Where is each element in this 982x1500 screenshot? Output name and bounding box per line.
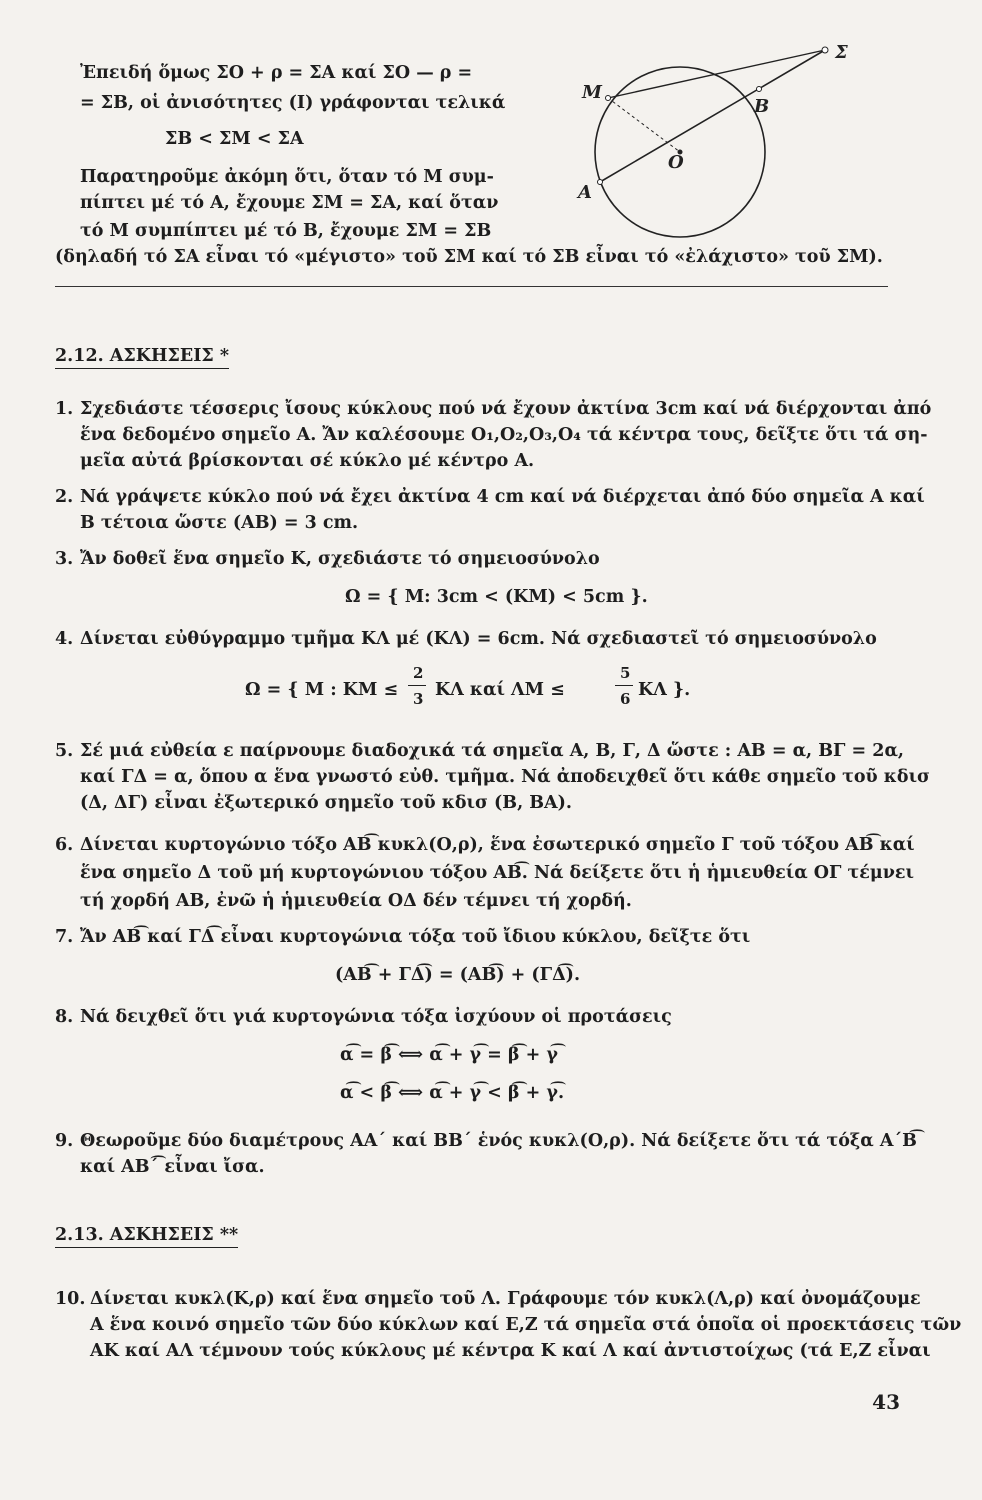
exercise-6-number: 6.: [55, 835, 74, 855]
radius-om: [608, 98, 680, 152]
fraction-6-denominator: 6: [620, 690, 631, 708]
section-title-2-12: 2.12. ΑΣΚΗΣΕΙΣ *: [55, 345, 229, 369]
formula-part-b: ΚΛ καί ΛΜ ≤: [435, 680, 565, 700]
exercise-6-line-3: τή χορδή ΑΒ, ἐνῶ ἡ ἡμιευθεία ΟΔ δέν τέμνει τή χορδή.: [80, 891, 632, 911]
point-a: [598, 180, 603, 185]
exercise-9-line-1: Θεωροῦμε δύο διαμέτρους ΑΑ΄ καί ΒΒ΄ ἑνός κυκλ(Ο,ρ). Νά δείξετε ὅτι τά τόξα Α΄Β͡: [80, 1131, 917, 1151]
exercise-10-line-1: Δίνεται κυκλ(Κ,ρ) καί ἕνα σημεῖο τοῦ Λ. Γράφουμε τόν κυκλ(Λ,ρ) καί ὀνομάζουμε: [90, 1289, 921, 1309]
exercise-8-formula-2: α͡ < β͡ ⟺ α͡ + γ͡ < β͡ + γ͡.: [340, 1083, 565, 1103]
formula-part-c: ΚΛ }.: [638, 680, 691, 700]
exercise-7-formula: (ΑΒ͡ + ΓΔ͡) = (ΑΒ͡) + (ΓΔ͡).: [335, 965, 581, 985]
exercise-2-number: 2.: [55, 487, 74, 507]
exercise-4-number: 4.: [55, 629, 74, 649]
fraction-5-numerator: 5: [620, 664, 631, 682]
fraction-bar-2: [615, 685, 633, 686]
exercise-9-line-2: καί ΑΒ΄͡ εἶναι ἴσα.: [80, 1157, 265, 1177]
exercise-9-number: 9.: [55, 1131, 74, 1151]
exercise-2-line-2: Β τέτοια ὥστε (ΑΒ) = 3 cm.: [80, 513, 359, 533]
exercise-2-line-1: Νά γράψετε κύκλο πού νά ἔχει ἀκτίνα 4 cm καί νά διέρχεται ἀπό δύο σημεῖα Α καί: [80, 487, 925, 507]
exercise-5-line-1: Σέ μιά εὐθεία ε παίρνουμε διαδοχικά τά σημεῖα Α, Β, Γ, Δ ὥστε : ΑΒ = α, ΒΓ = 2α,: [80, 741, 905, 761]
intro-line-6: τό Μ συμπίπτει μέ τό Β, ἔχουμε ΣΜ = ΣΒ: [80, 221, 492, 241]
exercise-3-number: 3.: [55, 549, 74, 569]
formula-part-a: Ω = { Μ : ΚΜ ≤: [245, 680, 399, 700]
exercise-3-line-1: Ἄν δοθεῖ ἕνα σημεῖο Κ, σχεδιάστε τό σημειοσύνολο: [80, 549, 600, 569]
exercise-6-line-1: Δίνεται κυρτογώνιο τόξο ΑΒ͡ κυκλ(Ο,ρ), ἕνα ἐσωτερικό σημεῖο Γ τοῦ τόξου ΑΒ͡ καί: [80, 835, 915, 855]
exercise-10-line-2: Α ἕνα κοινό σημεῖο τῶν δύο κύκλων καί Ε,Ζ τά σημεῖα στά ὁποῖα οἱ προεκτάσεις τῶν: [90, 1315, 962, 1335]
exercise-1-line-2: ἕνα δεδομένο σημεῖο Α. Ἄν καλέσουμε Ο₁,Ο₂,Ο₃,Ο₄ τά κέντρα τους, δεῖξτε ὅτι τά ση-: [80, 425, 928, 445]
exercise-4-line-1: Δίνεται εὐθύγραμμο τμῆμα ΚΛ μέ (ΚΛ) = 6cm. Νά σχεδιαστεῖ τό σημειοσύνολο: [80, 629, 877, 649]
exercise-5-number: 5.: [55, 741, 74, 761]
intro-inequality: ΣΒ < ΣΜ < ΣΑ: [165, 129, 304, 149]
exercise-7-number: 7.: [55, 927, 74, 947]
exercise-10-number: 10.: [55, 1289, 86, 1309]
exercise-8-formula-1: α͡ = β͡ ⟺ α͡ + γ͡ = β͡ + γ͡: [340, 1045, 558, 1065]
point-m: [606, 96, 611, 101]
point-b: [757, 87, 762, 92]
divider-rule: [55, 286, 888, 287]
fraction-bar-1: [408, 685, 426, 686]
secant-line-sa: [600, 50, 825, 182]
circle-tangent-figure: [560, 40, 880, 250]
exercise-1-line-3: μεῖα αὐτά βρίσκονται σέ κύκλο μέ κέντρο Α.: [80, 451, 535, 471]
exercise-7-line-1: Ἄν ΑΒ͡ καί ΓΔ͡ εἶναι κυρτογώνια τόξα τοῦ ἴδιου κύκλου, δεῖξτε ὅτι: [80, 927, 751, 947]
intro-line-2: = ΣΒ, οἱ ἀνισότητες (Ι) γράφονται τελικά: [80, 93, 506, 113]
label-b: Β: [754, 96, 770, 117]
exercise-5-line-3: (Δ, ΔΓ) εἶναι ἐξωτερικό σημεῖο τοῦ κδισ (Β, ΒΑ).: [80, 793, 572, 813]
exercise-10-line-3: ΑΚ καί ΑΛ τέμνουν τούς κύκλους μέ κέντρα Κ καί Λ καί ἀντιστοίχως (τά Ε,Ζ εἶναι: [90, 1341, 931, 1361]
label-sigma: Σ: [835, 42, 848, 63]
exercise-3-formula: Ω = { Μ: 3cm < (ΚΜ) < 5cm }.: [345, 587, 648, 607]
label-a: Α: [578, 182, 592, 203]
exercise-8-number: 8.: [55, 1007, 74, 1027]
intro-line-7: (δηλαδή τό ΣΑ εἶναι τό «μέγιστο» τοῦ ΣΜ καί τό ΣΒ εἶναι τό «ἐλάχιστο» τοῦ ΣΜ).: [55, 247, 883, 267]
line-sm: [608, 50, 825, 98]
exercise-5-line-2: καί ΓΔ = α, ὅπου α ἕνα γνωστό εὐθ. τμῆμα. Νά ἀποδειχθεῖ ὅτι κάθε σημεῖο τοῦ κδισ: [80, 767, 930, 787]
exercise-1-number: 1.: [55, 399, 74, 419]
intro-line-4: Παρατηροῦμε ἀκόμη ὅτι, ὅταν τό Μ συμ-: [80, 167, 494, 187]
page-number: 43: [872, 1390, 900, 1414]
label-o: Ο: [668, 152, 684, 173]
fraction-3-denominator: 3: [413, 690, 424, 708]
intro-line-1: Ἐπειδή ὅμως ΣΟ + ρ = ΣΑ καί ΣΟ — ρ =: [80, 63, 473, 83]
exercise-1-line-1: Σχεδιάστε τέσσερις ἴσους κύκλους πού νά ἔχουν ἀκτίνα 3cm καί νά διέρχονται ἀπό: [80, 399, 932, 419]
label-m: Μ: [582, 82, 602, 103]
point-s: [822, 47, 828, 53]
section-title-2-13: 2.13. ΑΣΚΗΣΕΙΣ **: [55, 1224, 238, 1248]
fraction-2-numerator: 2: [413, 664, 424, 682]
exercise-8-line-1: Νά δειχθεῖ ὅτι γιά κυρτογώνια τόξα ἰσχύουν οἱ προτάσεις: [80, 1007, 672, 1027]
intro-line-5: πίπτει μέ τό Α, ἔχουμε ΣΜ = ΣΑ, καί ὅταν: [80, 193, 499, 213]
exercise-6-line-2: ἕνα σημεῖο Δ τοῦ μή κυρτογώνιου τόξου ΑΒ͡. Νά δείξετε ὅτι ἡ ἡμιευθεία ΟΓ τέμνει: [80, 863, 914, 883]
